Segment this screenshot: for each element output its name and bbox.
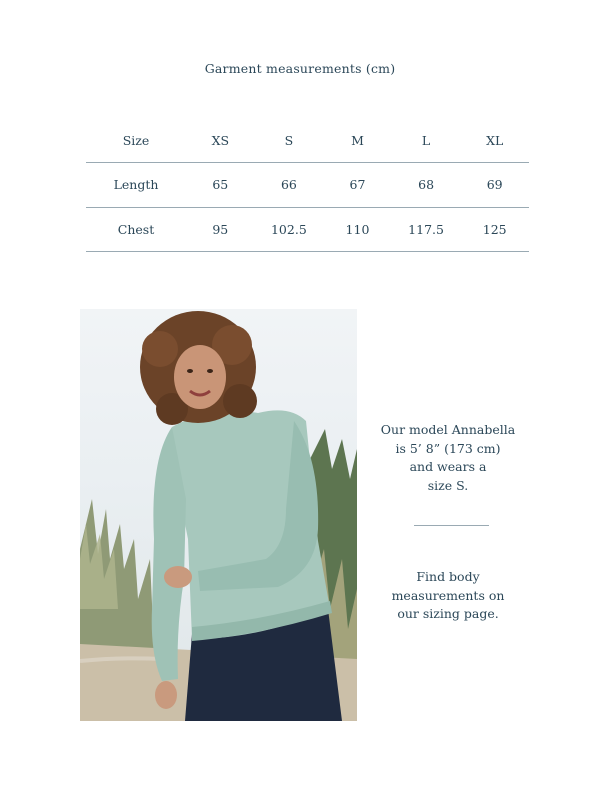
model-note-line: Our model Annabella <box>380 422 516 437</box>
header-cell-xs: XS <box>186 118 255 163</box>
hair-curl <box>223 384 257 418</box>
page-title: Garment measurements (cm) <box>204 61 396 76</box>
model-note-line: and wears a <box>409 459 487 474</box>
sizing-note-line: our sizing page. <box>397 606 499 621</box>
hair-curl <box>142 331 178 367</box>
length-l: 68 <box>392 163 461 208</box>
divider <box>414 525 489 526</box>
length-s: 66 <box>255 163 324 208</box>
hand-left <box>155 681 177 709</box>
model-note <box>368 421 528 495</box>
header-cell-size: Size <box>86 118 186 163</box>
face <box>174 345 226 409</box>
header-cell-l: L <box>392 118 461 163</box>
measurements-table <box>86 118 529 252</box>
row-label-chest: Chest <box>86 207 186 252</box>
sizing-note-line: measurements on <box>391 587 505 603</box>
model-photo <box>80 309 357 721</box>
table-row-length <box>86 163 529 208</box>
chest-xs: 95 <box>186 207 255 252</box>
chest-s: 102.5 <box>255 207 324 252</box>
table-row-chest <box>86 207 529 252</box>
hand-right <box>164 566 192 588</box>
header-cell-xl: XL <box>460 118 529 163</box>
table-header-row <box>86 118 529 163</box>
chest-l: 117.5 <box>392 207 461 252</box>
model-note-line: is 5’ 8” (173 cm) <box>395 440 501 456</box>
eye <box>187 369 193 373</box>
chest-m: 110 <box>323 207 392 252</box>
header-cell-s: S <box>255 118 324 163</box>
length-xs: 65 <box>186 163 255 208</box>
eye <box>207 369 213 373</box>
dune-grass-left-light <box>80 524 118 609</box>
header-cell-m: M <box>323 118 392 163</box>
sizing-note <box>368 568 528 624</box>
model-note-line: size S. <box>427 477 469 493</box>
row-label-length: Length <box>86 163 186 208</box>
model-photo-illustration <box>80 309 357 721</box>
sizing-note-line: Find body <box>416 569 480 584</box>
length-m: 67 <box>323 163 392 208</box>
length-xl: 69 <box>460 163 529 208</box>
chest-xl: 125 <box>460 207 529 252</box>
